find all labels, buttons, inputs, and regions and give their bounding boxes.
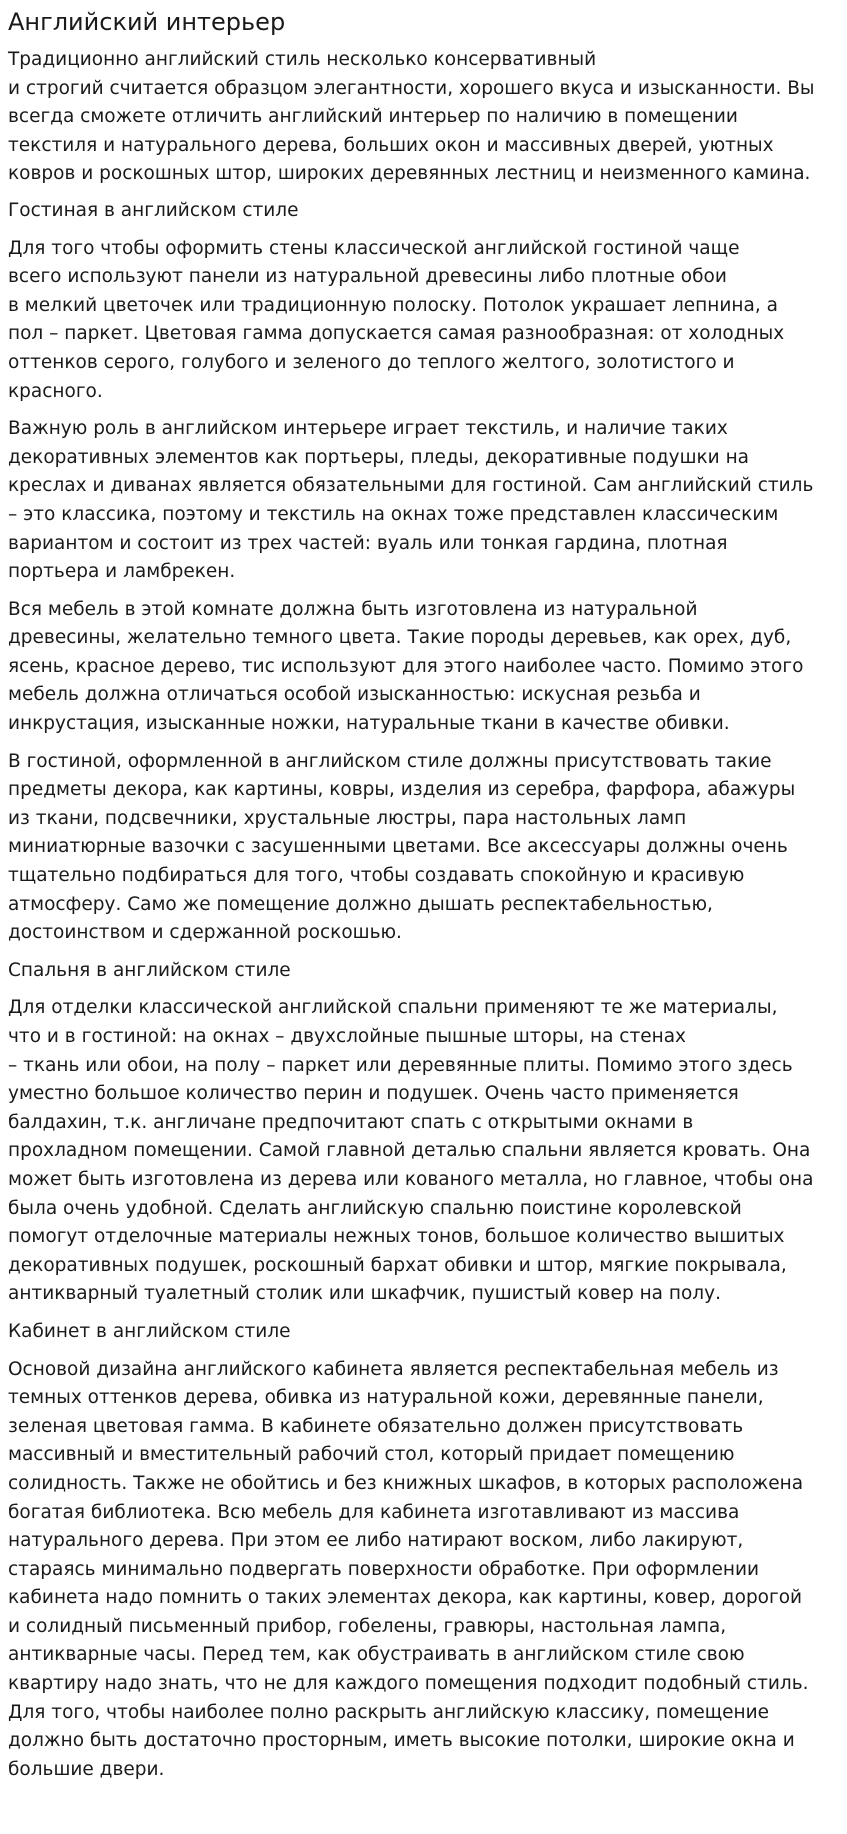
paragraph-line: солидность. Также не обойтись и без книжных шкафов, в которых расположена — [8, 1472, 804, 1494]
paragraph-line: инкрустация, изысканные ножки, натуральные ткани в качестве обивки. — [8, 713, 730, 735]
intro-line: и строгий считается образцом элегантности, хорошего вкуса и изысканности. Вы — [8, 77, 815, 99]
paragraph-line: балдахин, т.к. англичане предпочитают спать с открытыми окнами в — [8, 1111, 694, 1133]
section-paragraph — [8, 1356, 837, 1785]
paragraph-line: Для того, чтобы наиболее полно раскрыть английскую классику, помещение — [8, 1701, 770, 1723]
paragraph-line: стараясь минимально подвергать поверхности обработке. При оформлении — [8, 1558, 760, 1580]
paragraph-line: вариантом и состоит из трех частей: вуаль или тонкая гардина, плотная — [8, 532, 728, 554]
paragraph-line: – ткань или обои, на полу – паркет или деревянные плиты. Помимо этого здесь — [8, 1054, 793, 1076]
paragraph-line: декоративных подушек, роскошный бархат обивки и штор, мягкие покрывала, — [8, 1254, 787, 1276]
paragraph-line: из ткани, подсвечники, хрустальные люстры, пара настольных ламп — [8, 807, 687, 829]
intro-line: текстиля и натурального дерева, больших окон и массивных дверей, уютных — [8, 134, 774, 156]
paragraph-line: предметы декора, как картины, ковры, изделия из серебра, фарфора, абажуры — [8, 779, 796, 801]
paragraph-line: антикварный туалетный столик или шкафчик, пушистый ковер на полу. — [8, 1283, 721, 1305]
paragraph-line: – это классика, поэтому и текстиль на окнах тоже представлен классическим — [8, 503, 779, 525]
section-paragraph — [8, 596, 837, 739]
article-title: Английский интерьер — [8, 8, 286, 36]
paragraph-line: красного. — [8, 380, 103, 402]
intro-line: Традиционно английский стиль несколько консервативный — [8, 49, 597, 70]
paragraph-line: декоративных элементов как портьеры, пледы, декоративные подушки на — [8, 446, 750, 468]
paragraph-line: квартиру надо знать, что не для каждого помещения подходит подобный стиль. — [8, 1673, 809, 1695]
paragraph-line: тщательно подбираться для того, чтобы создавать спокойную и красивую — [8, 865, 745, 887]
section-paragraph — [8, 415, 837, 587]
article-sections — [8, 197, 837, 1784]
paragraph-line: была очень удобной. Сделать английскую спальню поистине королевской — [8, 1197, 742, 1219]
paragraph-line: большие двери. — [8, 1758, 165, 1780]
paragraph-line: В гостиной, оформленной в английском стиле должны присутствовать такие — [8, 750, 772, 772]
section-heading: Кабинет в английском стиле — [8, 1320, 291, 1342]
paragraph-line: оттенков серого, голубого и зеленого до теплого желтого, золотистого и — [8, 351, 735, 373]
paragraph-line: древесины, желательно темного цвета. Такие породы деревьев, как орех, дуб, — [8, 627, 792, 649]
paragraph-line: зеленая цветовая гамма. В кабинете обязательно должен присутствовать — [8, 1415, 744, 1437]
paragraph-line: может быть изготовлена из дерева или кованого металла, но главное, чтобы она — [8, 1168, 814, 1190]
paragraph-line: атмосферу. Само же помещение должно дышать респектабельностью, — [8, 893, 713, 915]
section-heading: Гостиная в английском стиле — [8, 199, 299, 221]
paragraph-line: прохладном помещении. Самой главной деталью спальни является кровать. Она — [8, 1140, 811, 1162]
paragraph-line: темных оттенков дерева, обивка из натуральной кожи, деревянные панели, — [8, 1387, 764, 1409]
paragraph-line: в мелкий цветочек или традиционную полоску. Потолок украшает лепнина, а — [8, 294, 778, 316]
paragraph-line: что и в гостиной: на окнах – двухслойные пышные шторы, на стенах — [8, 1026, 686, 1047]
paragraph-line: кабинета надо помнить о таких элементах декора, как картины, ковер, дорогой — [8, 1587, 803, 1609]
paragraph-line: миниатюрные вазочки с засушенными цветами. Все аксессуары должны очень — [8, 836, 788, 858]
paragraph-line: антикварные часы. Перед тем, как обустраивать в английском стиле свою — [8, 1644, 745, 1666]
intro-paragraph — [8, 46, 837, 189]
paragraph-line: массивный и вместительный рабочий стол, который придает помещению — [8, 1444, 735, 1466]
intro-line: всегда сможете отличить английский интерьер по наличию в помещении — [8, 106, 738, 128]
paragraph-line: всего используют панели из натуральной древесины либо плотные обои — [8, 266, 727, 288]
paragraph-line: ясень, красное дерево, тис используют для этого наиболее часто. Помимо этого — [8, 655, 804, 677]
intro-line: ковров и роскошных штор, широких деревянных лестниц и неизменного камина. — [8, 163, 811, 185]
paragraph-line: и солидный письменный прибор, гобелены, гравюры, настольная лампа, — [8, 1615, 727, 1637]
paragraph-line: мебель должна отличаться особой изысканностью: искусная резьба и — [8, 684, 701, 706]
paragraph-line: пол – паркет. Цветовая гамма допускается самая разнообразная: от холодных — [8, 323, 785, 345]
section-paragraph — [8, 235, 837, 407]
paragraph-line: Для того чтобы оформить стены классической английской гостиной чаще — [8, 237, 740, 259]
paragraph-line: богатая библиотека. Всю мебель для кабинета изготавливают из массива — [8, 1501, 740, 1523]
paragraph-line: помогут отделочные материалы нежных тонов, большое количество вышитых — [8, 1226, 785, 1248]
paragraph-line: Основой дизайна английского кабинета является респектабельная мебель из — [8, 1358, 779, 1380]
paragraph-line: достоинством и сдержанной роскошью. — [8, 922, 402, 944]
section-heading: Спальня в английском стиле — [8, 959, 291, 981]
paragraph-line: портьера и ламбрекен. — [8, 561, 236, 583]
section-paragraph — [8, 748, 837, 948]
paragraph-line: должно быть достаточно просторным, иметь высокие потолки, широкие окна и — [8, 1730, 795, 1752]
paragraph-line: натурального дерева. При этом ее либо натирают воском, либо лакируют, — [8, 1530, 744, 1552]
paragraph-line: креслах и диванах является обязательными для гостиной. Сам английский стиль — [8, 475, 814, 497]
paragraph-line: Вся мебель в этой комнате должна быть изготовлена из натуральной — [8, 598, 698, 620]
paragraph-line: Важную роль в английском интерьере играет текстиль, и наличие таких — [8, 418, 728, 440]
section-paragraph — [8, 994, 837, 1309]
paragraph-line: уместно большое количество перин и подушек. Очень часто применяется — [8, 1083, 739, 1105]
paragraph-line: Для отделки классической английской спальни применяют те же материалы, — [8, 997, 778, 1019]
